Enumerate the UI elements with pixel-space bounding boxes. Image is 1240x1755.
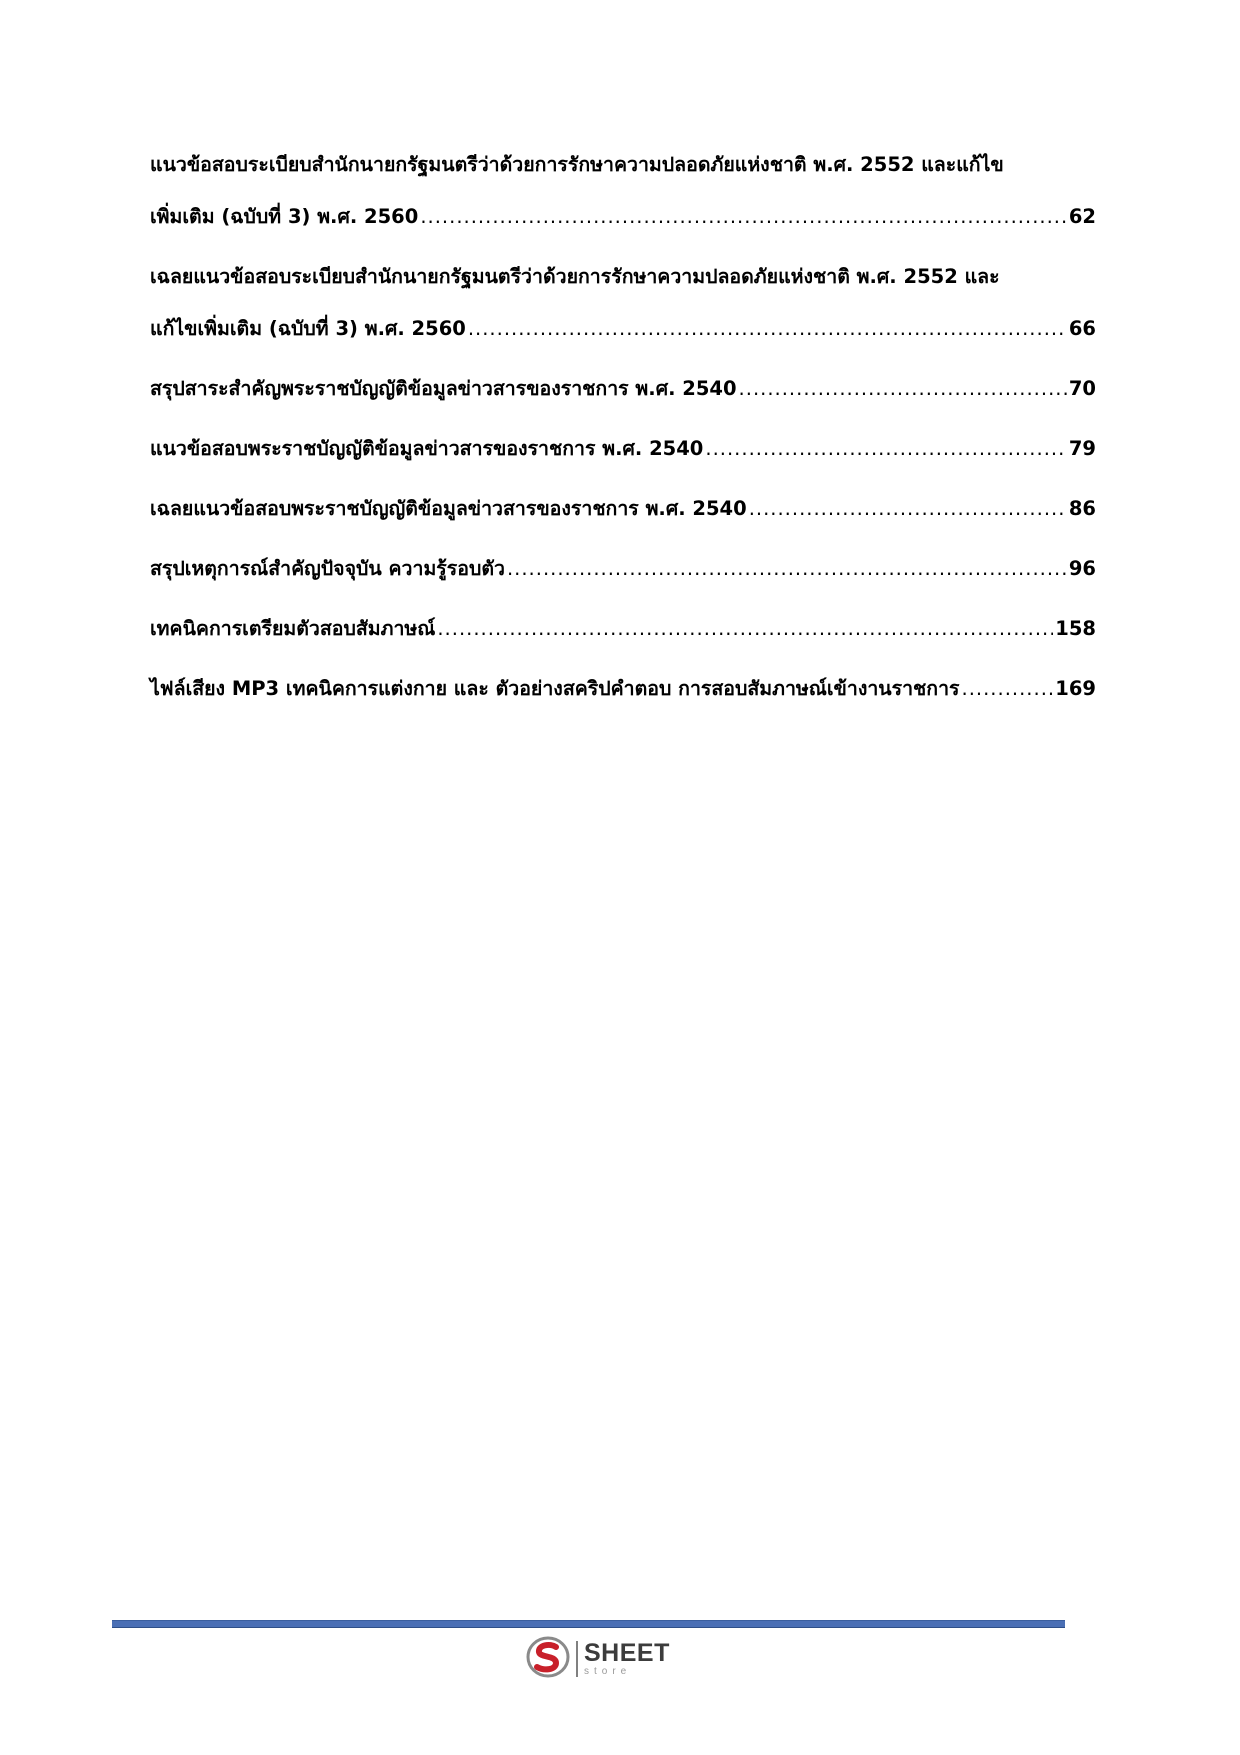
dot-leader xyxy=(507,554,1067,584)
dot-leader xyxy=(437,614,1053,644)
dot-leader xyxy=(749,494,1067,524)
dot-leader xyxy=(420,202,1067,232)
dot-leader xyxy=(962,674,1054,704)
footer-divider-bar xyxy=(112,1620,1065,1628)
logo-sub-text: store xyxy=(584,1666,632,1677)
toc-entry[interactable] xyxy=(150,374,1096,404)
dot-leader xyxy=(739,374,1067,404)
toc-entry-title: เทคนิคการเตรียมตัวสอบสัมภาษณ์ xyxy=(150,617,436,640)
toc-entry[interactable] xyxy=(150,150,1096,232)
toc-entry-title: แก้ไขเพิ่มเติม (ฉบับที่ 3) พ.ศ. 2560 xyxy=(150,317,466,340)
toc-page-number: 158 xyxy=(1055,617,1096,640)
toc-entry-title-line1: เฉลยแนวข้อสอบระเบียบสำนักนายกรัฐมนตรีว่าด้วยการรักษาความปลอดภัยแห่งชาติ พ.ศ. 2552 และ xyxy=(150,265,1000,288)
toc-entry-title: สรุปสาระสำคัญพระราชบัญญัติข้อมูลข่าวสารของราชการ พ.ศ. 2540 xyxy=(150,377,737,400)
toc-entry-title-line1: แนวข้อสอบระเบียบสำนักนายกรัฐมนตรีว่าด้วยการรักษาความปลอดภัยแห่งชาติ พ.ศ. 2552 และแก้ไข xyxy=(150,153,1004,176)
toc-page-number: 86 xyxy=(1068,497,1096,520)
sheet-store-s-logo-icon xyxy=(526,1636,570,1682)
toc-entry[interactable] xyxy=(150,494,1096,524)
toc-page-number: 79 xyxy=(1068,437,1096,460)
toc-entry-title: ไฟล์เสียง MP3 เทคนิคการแต่งกาย และ ตัวอย่างสคริปคำตอบ การสอบสัมภาษณ์เข้างานราชการ xyxy=(150,677,960,700)
table-of-contents xyxy=(150,150,1096,734)
toc-entry-title: สรุปเหตุการณ์สำคัญปัจจุบัน ความรู้รอบตัว xyxy=(150,557,505,580)
logo-main-text: SHEET xyxy=(584,1639,670,1667)
dot-leader xyxy=(468,314,1067,344)
toc-page-number: 66 xyxy=(1068,317,1096,340)
toc-entry[interactable] xyxy=(150,434,1096,464)
dot-leader xyxy=(705,434,1066,464)
toc-entry-title: แนวข้อสอบพระราชบัญญัติข้อมูลข่าวสารของราชการ พ.ศ. 2540 xyxy=(150,437,704,460)
toc-entry[interactable] xyxy=(150,262,1096,344)
toc-entry[interactable] xyxy=(150,554,1096,584)
toc-entry-title: เพิ่มเติม (ฉบับที่ 3) พ.ศ. 2560 xyxy=(150,205,419,228)
logo-wordmark xyxy=(584,1641,670,1677)
toc-page-number: 169 xyxy=(1055,677,1096,700)
logo-divider xyxy=(576,1641,578,1677)
toc-entry-title: เฉลยแนวข้อสอบพระราชบัญญัติข้อมูลข่าวสารของราชการ พ.ศ. 2540 xyxy=(150,497,747,520)
toc-page-number: 62 xyxy=(1068,205,1096,228)
toc-entry[interactable] xyxy=(150,614,1096,644)
toc-page-number: 70 xyxy=(1068,377,1096,400)
sheet-store-logo xyxy=(526,1638,670,1680)
toc-page-number: 96 xyxy=(1068,557,1096,580)
toc-entry[interactable] xyxy=(150,674,1096,704)
